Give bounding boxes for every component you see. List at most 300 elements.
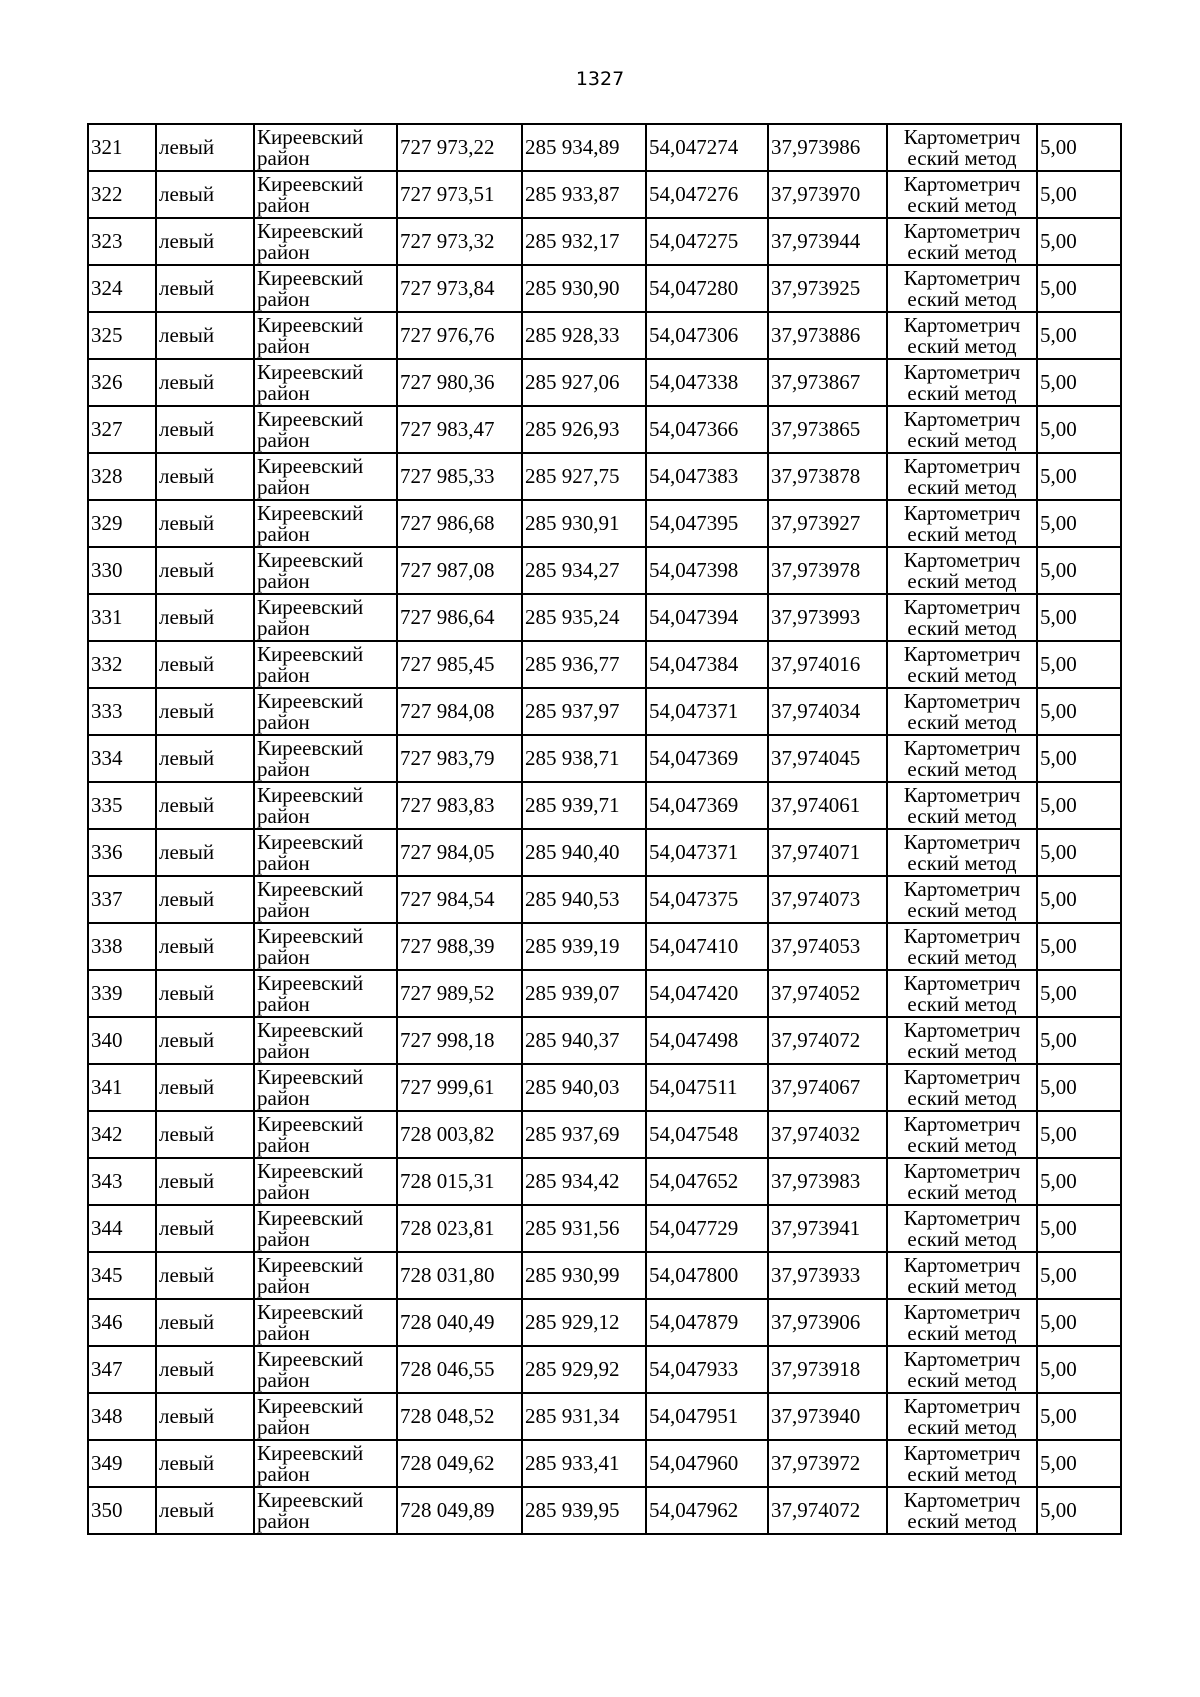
district-cell [254,688,397,735]
point-number-cell: 326 [88,359,156,406]
y-coordinate-cell: 285 930,99 [522,1252,646,1299]
method-line: еский метод [907,1414,1017,1439]
accuracy-cell: 5,00 [1037,1299,1121,1346]
method-line: Картометрич [903,124,1021,149]
table-row [88,782,1121,829]
district-line: район [257,474,310,499]
table-row [88,453,1121,500]
table-row [88,1111,1121,1158]
method-line: Картометрич [903,688,1021,713]
method-line: Картометрич [903,876,1021,901]
accuracy-cell: 5,00 [1037,641,1121,688]
side-cell: левый [156,923,254,970]
point-number-cell: 325 [88,312,156,359]
latitude-cell: 54,047410 [646,923,768,970]
longitude-cell: 37,974067 [768,1064,887,1111]
y-coordinate-cell: 285 927,75 [522,453,646,500]
method-line: Картометрич [903,1440,1021,1465]
latitude-cell: 54,047420 [646,970,768,1017]
longitude-cell: 37,973978 [768,547,887,594]
side-cell: левый [156,359,254,406]
table-row [88,1017,1121,1064]
y-coordinate-cell: 285 930,91 [522,500,646,547]
x-coordinate-cell: 728 003,82 [397,1111,522,1158]
table-row [88,970,1121,1017]
method-cell [887,406,1037,453]
method-line: еский метод [907,709,1017,734]
point-number-cell: 322 [88,171,156,218]
point-number-cell: 339 [88,970,156,1017]
side-cell: левый [156,547,254,594]
district-cell [254,500,397,547]
side-cell: левый [156,171,254,218]
accuracy-cell: 5,00 [1037,1205,1121,1252]
method-cell [887,453,1037,500]
method-cell [887,970,1037,1017]
side-cell: левый [156,1205,254,1252]
district-line: Киреевский [257,1252,364,1277]
side-cell: левый [156,1017,254,1064]
y-coordinate-cell: 285 939,95 [522,1487,646,1534]
accuracy-cell: 5,00 [1037,359,1121,406]
method-line: Картометрич [903,1487,1021,1512]
accuracy-cell: 5,00 [1037,500,1121,547]
district-line: район [257,803,310,828]
y-coordinate-cell: 285 926,93 [522,406,646,453]
district-line: район [257,1132,310,1157]
y-coordinate-cell: 285 940,03 [522,1064,646,1111]
table-row [88,500,1121,547]
district-line: район [257,568,310,593]
point-number-cell: 336 [88,829,156,876]
district-cell [254,359,397,406]
accuracy-cell: 5,00 [1037,1440,1121,1487]
accuracy-cell: 5,00 [1037,547,1121,594]
district-line: Киреевский [257,359,364,384]
x-coordinate-cell: 727 973,84 [397,265,522,312]
latitude-cell: 54,047800 [646,1252,768,1299]
accuracy-cell: 5,00 [1037,1017,1121,1064]
table-row [88,124,1121,171]
district-line: район [257,662,310,687]
method-cell [887,641,1037,688]
longitude-cell: 37,974071 [768,829,887,876]
method-cell [887,547,1037,594]
latitude-cell: 54,047933 [646,1346,768,1393]
district-line: Киреевский [257,970,364,995]
district-cell [254,265,397,312]
method-cell [887,782,1037,829]
district-line: район [257,1508,310,1533]
x-coordinate-cell: 728 040,49 [397,1299,522,1346]
point-number-cell: 324 [88,265,156,312]
method-cell [887,218,1037,265]
side-cell: левый [156,265,254,312]
latitude-cell: 54,047498 [646,1017,768,1064]
method-line: Картометрич [903,1393,1021,1418]
accuracy-cell: 5,00 [1037,970,1121,1017]
longitude-cell: 37,974045 [768,735,887,782]
method-line: еский метод [907,521,1017,546]
district-line: район [257,1226,310,1251]
district-line: Киреевский [257,265,364,290]
x-coordinate-cell: 728 015,31 [397,1158,522,1205]
side-cell: левый [156,1487,254,1534]
point-number-cell: 332 [88,641,156,688]
point-number-cell: 345 [88,1252,156,1299]
latitude-cell: 54,047511 [646,1064,768,1111]
longitude-cell: 37,974016 [768,641,887,688]
accuracy-cell: 5,00 [1037,782,1121,829]
method-line: еский метод [907,897,1017,922]
longitude-cell: 37,973941 [768,1205,887,1252]
x-coordinate-cell: 727 988,39 [397,923,522,970]
latitude-cell: 54,047280 [646,265,768,312]
latitude-cell: 54,047951 [646,1393,768,1440]
y-coordinate-cell: 285 938,71 [522,735,646,782]
district-line: район [257,380,310,405]
longitude-cell: 37,973878 [768,453,887,500]
method-cell [887,265,1037,312]
method-line: еский метод [907,427,1017,452]
district-line: район [257,1367,310,1392]
x-coordinate-cell: 728 049,89 [397,1487,522,1534]
method-line: Картометрич [903,359,1021,384]
method-line: еский метод [907,1461,1017,1486]
accuracy-cell: 5,00 [1037,1393,1121,1440]
y-coordinate-cell: 285 933,87 [522,171,646,218]
coordinates-table [87,123,1122,1535]
table-row [88,641,1121,688]
latitude-cell: 54,047369 [646,782,768,829]
point-number-cell: 331 [88,594,156,641]
latitude-cell: 54,047548 [646,1111,768,1158]
method-cell [887,1346,1037,1393]
accuracy-cell: 5,00 [1037,218,1121,265]
district-line: район [257,1179,310,1204]
method-line: Картометрич [903,594,1021,619]
accuracy-cell: 5,00 [1037,406,1121,453]
point-number-cell: 335 [88,782,156,829]
method-line: еский метод [907,662,1017,687]
accuracy-cell: 5,00 [1037,1252,1121,1299]
district-line: район [257,1461,310,1486]
method-line: еский метод [907,568,1017,593]
district-line: район [257,709,310,734]
y-coordinate-cell: 285 939,71 [522,782,646,829]
y-coordinate-cell: 285 927,06 [522,359,646,406]
method-line: Картометрич [903,641,1021,666]
district-cell [254,1346,397,1393]
district-line: район [257,991,310,1016]
table-row [88,829,1121,876]
point-number-cell: 340 [88,1017,156,1064]
side-cell: левый [156,124,254,171]
table-row [88,312,1121,359]
x-coordinate-cell: 727 998,18 [397,1017,522,1064]
method-line: Картометрич [903,1158,1021,1183]
side-cell: левый [156,1299,254,1346]
method-line: еский метод [907,1226,1017,1251]
page-number: 1327 [575,68,625,90]
accuracy-cell: 5,00 [1037,453,1121,500]
y-coordinate-cell: 285 940,40 [522,829,646,876]
district-cell [254,406,397,453]
method-line: Картометрич [903,500,1021,525]
method-cell [887,500,1037,547]
side-cell: левый [156,1111,254,1158]
method-line: Картометрич [903,970,1021,995]
district-line: район [257,1414,310,1439]
method-line: еский метод [907,145,1017,170]
longitude-cell: 37,974053 [768,923,887,970]
district-line: район [257,427,310,452]
side-cell: левый [156,1393,254,1440]
table-row [88,1487,1121,1534]
x-coordinate-cell: 727 973,51 [397,171,522,218]
accuracy-cell: 5,00 [1037,1158,1121,1205]
longitude-cell: 37,973927 [768,500,887,547]
method-line: еский метод [907,1367,1017,1392]
point-number-cell: 350 [88,1487,156,1534]
y-coordinate-cell: 285 931,56 [522,1205,646,1252]
table-row [88,1346,1121,1393]
latitude-cell: 54,047395 [646,500,768,547]
district-cell [254,1440,397,1487]
district-line: район [257,521,310,546]
point-number-cell: 329 [88,500,156,547]
point-number-cell: 323 [88,218,156,265]
y-coordinate-cell: 285 937,69 [522,1111,646,1158]
latitude-cell: 54,047960 [646,1440,768,1487]
side-cell: левый [156,876,254,923]
district-cell [254,1487,397,1534]
y-coordinate-cell: 285 937,97 [522,688,646,735]
accuracy-cell: 5,00 [1037,1487,1121,1534]
longitude-cell: 37,974052 [768,970,887,1017]
table-row [88,265,1121,312]
longitude-cell: 37,973933 [768,1252,887,1299]
accuracy-cell: 5,00 [1037,1346,1121,1393]
district-cell [254,1158,397,1205]
x-coordinate-cell: 727 984,08 [397,688,522,735]
method-line: еский метод [907,615,1017,640]
district-line: Киреевский [257,1158,364,1183]
x-coordinate-cell: 727 976,76 [397,312,522,359]
method-line: Картометрич [903,1064,1021,1089]
district-line: Киреевский [257,1205,364,1230]
district-line: Киреевский [257,1111,364,1136]
latitude-cell: 54,047276 [646,171,768,218]
side-cell: левый [156,218,254,265]
method-cell [887,1017,1037,1064]
district-line: район [257,944,310,969]
side-cell: левый [156,1440,254,1487]
y-coordinate-cell: 285 935,24 [522,594,646,641]
method-line: Картометрич [903,406,1021,431]
method-cell [887,1487,1037,1534]
method-line: Картометрич [903,735,1021,760]
method-line: еский метод [907,192,1017,217]
x-coordinate-cell: 727 984,54 [397,876,522,923]
district-line: Киреевский [257,312,364,337]
method-line: еский метод [907,239,1017,264]
point-number-cell: 341 [88,1064,156,1111]
district-line: Киреевский [257,1017,364,1042]
district-cell [254,1252,397,1299]
longitude-cell: 37,974061 [768,782,887,829]
x-coordinate-cell: 727 985,45 [397,641,522,688]
method-line: еский метод [907,850,1017,875]
point-number-cell: 338 [88,923,156,970]
district-cell [254,641,397,688]
point-number-cell: 342 [88,1111,156,1158]
method-line: еский метод [907,380,1017,405]
table-row [88,876,1121,923]
table-row [88,1064,1121,1111]
district-cell [254,970,397,1017]
district-line: Киреевский [257,876,364,901]
district-cell [254,218,397,265]
side-cell: левый [156,406,254,453]
x-coordinate-cell: 727 973,22 [397,124,522,171]
x-coordinate-cell: 727 983,83 [397,782,522,829]
longitude-cell: 37,973986 [768,124,887,171]
district-line: Киреевский [257,641,364,666]
latitude-cell: 54,047366 [646,406,768,453]
method-cell [887,923,1037,970]
longitude-cell: 37,973867 [768,359,887,406]
district-line: Киреевский [257,218,364,243]
point-number-cell: 348 [88,1393,156,1440]
method-cell [887,1064,1037,1111]
table-row [88,1440,1121,1487]
method-line: еский метод [907,1508,1017,1533]
method-cell [887,1299,1037,1346]
method-line: Картометрич [903,171,1021,196]
accuracy-cell: 5,00 [1037,265,1121,312]
method-line: еский метод [907,756,1017,781]
longitude-cell: 37,973940 [768,1393,887,1440]
district-line: район [257,1085,310,1110]
method-line: еский метод [907,333,1017,358]
side-cell: левый [156,970,254,1017]
latitude-cell: 54,047275 [646,218,768,265]
y-coordinate-cell: 285 934,89 [522,124,646,171]
method-line: Картометрич [903,1017,1021,1042]
method-line: еский метод [907,1132,1017,1157]
table-row [88,735,1121,782]
latitude-cell: 54,047375 [646,876,768,923]
method-line: Картометрич [903,1205,1021,1230]
district-cell [254,1017,397,1064]
y-coordinate-cell: 285 930,90 [522,265,646,312]
point-number-cell: 333 [88,688,156,735]
district-line: Киреевский [257,1346,364,1371]
longitude-cell: 37,973983 [768,1158,887,1205]
method-cell [887,124,1037,171]
district-line: Киреевский [257,782,364,807]
method-cell [887,876,1037,923]
longitude-cell: 37,974032 [768,1111,887,1158]
side-cell: левый [156,829,254,876]
side-cell: левый [156,735,254,782]
district-line: Киреевский [257,923,364,948]
method-cell [887,829,1037,876]
side-cell: левый [156,641,254,688]
district-line: район [257,239,310,264]
accuracy-cell: 5,00 [1037,688,1121,735]
district-cell [254,124,397,171]
table-row [88,359,1121,406]
table-row [88,547,1121,594]
method-line: Картометрич [903,453,1021,478]
accuracy-cell: 5,00 [1037,829,1121,876]
latitude-cell: 54,047394 [646,594,768,641]
district-line: Киреевский [257,547,364,572]
district-line: Киреевский [257,688,364,713]
point-number-cell: 349 [88,1440,156,1487]
y-coordinate-cell: 285 934,27 [522,547,646,594]
point-number-cell: 328 [88,453,156,500]
method-cell [887,688,1037,735]
table-row [88,218,1121,265]
district-cell [254,1111,397,1158]
y-coordinate-cell: 285 932,17 [522,218,646,265]
point-number-cell: 321 [88,124,156,171]
method-cell [887,1158,1037,1205]
table-row [88,406,1121,453]
x-coordinate-cell: 727 973,32 [397,218,522,265]
accuracy-cell: 5,00 [1037,876,1121,923]
method-cell [887,1440,1037,1487]
district-line: Киреевский [257,406,364,431]
y-coordinate-cell: 285 933,41 [522,1440,646,1487]
district-line: район [257,1038,310,1063]
point-number-cell: 330 [88,547,156,594]
district-cell [254,923,397,970]
accuracy-cell: 5,00 [1037,124,1121,171]
accuracy-cell: 5,00 [1037,1064,1121,1111]
district-line: район [257,286,310,311]
x-coordinate-cell: 727 984,05 [397,829,522,876]
latitude-cell: 54,047274 [646,124,768,171]
district-line: Киреевский [257,1064,364,1089]
latitude-cell: 54,047652 [646,1158,768,1205]
method-cell [887,1393,1037,1440]
longitude-cell: 37,973886 [768,312,887,359]
district-line: Киреевский [257,1299,364,1324]
x-coordinate-cell: 728 048,52 [397,1393,522,1440]
y-coordinate-cell: 285 940,37 [522,1017,646,1064]
accuracy-cell: 5,00 [1037,735,1121,782]
longitude-cell: 37,974072 [768,1017,887,1064]
district-cell [254,594,397,641]
point-number-cell: 346 [88,1299,156,1346]
latitude-cell: 54,047729 [646,1205,768,1252]
district-line: район [257,850,310,875]
district-line: Киреевский [257,829,364,854]
side-cell: левый [156,1346,254,1393]
latitude-cell: 54,047371 [646,829,768,876]
table-row [88,1158,1121,1205]
x-coordinate-cell: 727 989,52 [397,970,522,1017]
method-line: еский метод [907,1179,1017,1204]
district-line: район [257,615,310,640]
table-row [88,1205,1121,1252]
district-cell [254,1393,397,1440]
district-line: район [257,1273,310,1298]
